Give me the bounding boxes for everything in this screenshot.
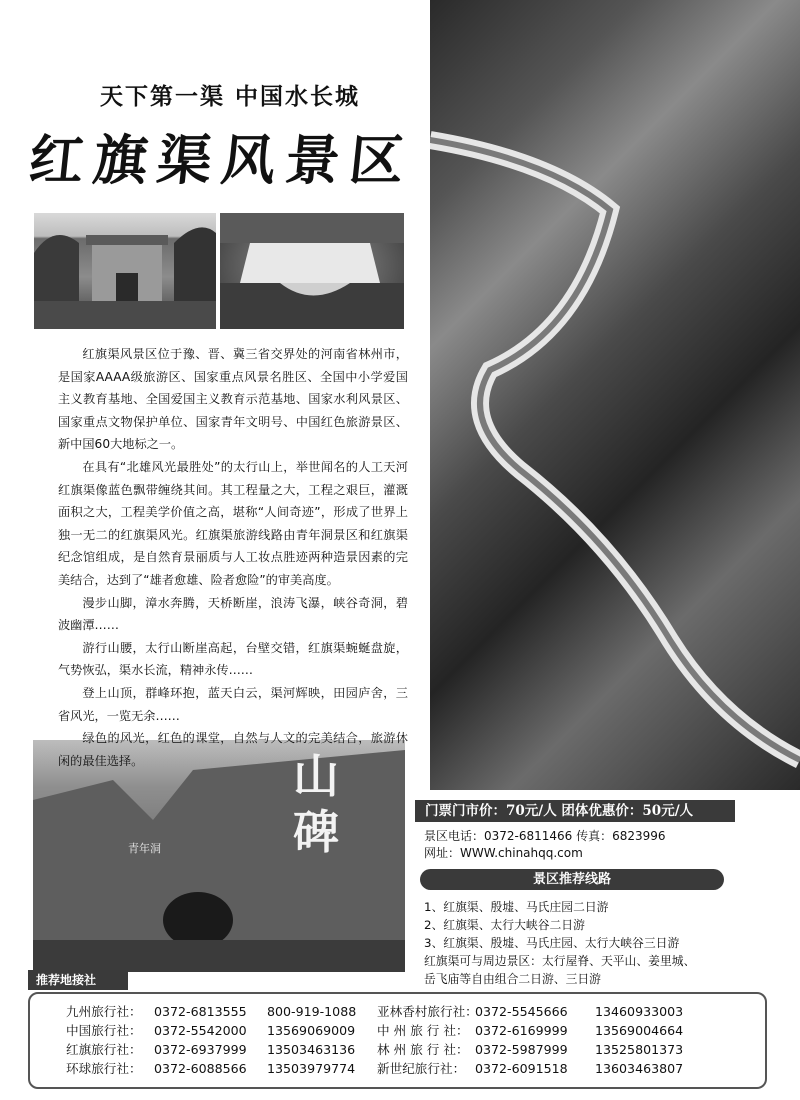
agency-phone: 0372-5542000 <box>154 1023 247 1038</box>
agency-phone: 0372-6088566 <box>154 1061 247 1076</box>
route-item: 2、红旗渠、太行大峡谷二日游 <box>424 918 585 932</box>
cave-inscription: 青年洞 <box>128 842 161 855</box>
waterfall-photo <box>220 213 404 329</box>
routes-header: 景区推荐线路 <box>420 869 724 890</box>
paragraph: 游行山腰，太行山断崖高起，台壁交错，红旗渠蜿蜒盘旋，气势恢弘，渠水长流，精神永传…… <box>58 640 408 678</box>
gate-illustration <box>34 213 216 329</box>
contact-info <box>424 828 666 862</box>
agency-name: 新世纪旅行社： <box>377 1061 466 1076</box>
agency-phone: 0372-6169999 <box>475 1023 568 1038</box>
agency-mobile: 13460933003 <box>595 1004 684 1019</box>
agency-phone: 0372-6937999 <box>154 1042 247 1057</box>
paragraph: 漫步山脚，漳水奔腾，天桥断崖，浪涛飞瀑，峡谷奇洞，碧波幽潭…… <box>58 595 408 633</box>
tagline: 天下第一渠 中国水长城 <box>99 83 360 110</box>
agency-mobile: 13525801373 <box>595 1042 684 1057</box>
agencies-table <box>66 1002 756 1078</box>
intro-text <box>58 343 408 772</box>
agencies-header: 推荐地接社 <box>28 970 128 990</box>
page-title: 红旗渠风景区 <box>26 128 417 192</box>
paragraph: 登上山顶，群峰环抱，蓝天白云，渠河辉映，田园庐舍，三省风光，一览无余…… <box>58 685 408 723</box>
paragraph: 绿色的风光，红色的课堂，自然与人文的完美结合，旅游休闲的最佳选择。 <box>58 731 408 768</box>
agency-row <box>66 1059 756 1078</box>
agency-row <box>66 1040 756 1059</box>
agency-phone: 0372-5545666 <box>475 1004 568 1019</box>
agency-mobile: 13569069009 <box>267 1023 356 1038</box>
cliff-inscription: 山碑 <box>293 749 339 859</box>
agency-name: 九州旅行社： <box>66 1004 142 1019</box>
agency-row <box>66 1021 756 1040</box>
route-item: 3、红旗渠、殷墟、马氏庄园、太行大峡谷三日游 <box>424 936 680 950</box>
agency-name: 中 州 旅 行 社： <box>377 1023 469 1038</box>
agency-phone: 0372-5987999 <box>475 1042 568 1057</box>
agency-name: 亚林香村旅行社： <box>377 1004 478 1019</box>
agency-name: 中国旅行社： <box>66 1023 142 1038</box>
routes-list <box>424 898 744 988</box>
paragraph: 红旗渠风景区位于豫、晋、冀三省交界处的河南省林州市，是国家AAAA级旅游区、国家重点风景名胜区、全国中小学爱国主义教育基地、全国爱国主义教育示范基地、国家水利风景区、国家重点文物保护单位、国家青年文明号、中国红色旅游景区、新中国60大地标之一。 <box>58 347 408 452</box>
phone-line: 景区电话：0372-6811466 传真：6823996 <box>424 829 666 843</box>
canal-photo <box>430 0 800 790</box>
agency-mobile: 13503979774 <box>267 1061 356 1076</box>
route-item: 红旗渠可与周边景区：太行屋脊、天平山、姜里城、 <box>424 954 696 968</box>
website-line[interactable]: 网址：WWW.chinahqq.com <box>424 846 583 860</box>
waterfall-illustration <box>220 213 404 329</box>
gate-photo <box>34 213 216 329</box>
paragraph: 在具有“北雄风光最胜处”的太行山上，举世闻名的人工天河红旗渠像蓝色飘带缠绕其间。其工程量之大，工程之艰巨，灌溉面积之大，工程美学价值之高，堪称“人间奇迹”，形成了世界上独一无二的红旗渠风光。红旗渠旅游线路由青年洞景区和红旗渠纪念馆组成，是自然育景丽质与人工妆点胜迹两种造景因素的完美结合，达到了“雄者愈雄、险者愈险”的审美高度。 <box>58 459 408 587</box>
agency-phone: 0372-6091518 <box>475 1061 568 1076</box>
cliff-photo <box>33 740 405 972</box>
agency-name: 红旗旅行社： <box>66 1042 142 1057</box>
cliff-illustration <box>33 740 405 972</box>
agency-mobile: 13603463807 <box>595 1061 684 1076</box>
agency-name: 环球旅行社： <box>66 1061 142 1076</box>
route-item: 1、红旗渠、殷墟、马氏庄园二日游 <box>424 900 609 914</box>
agency-mobile: 13503463136 <box>267 1042 356 1057</box>
agency-name: 林 州 旅 行 社： <box>377 1042 469 1057</box>
agency-mobile: 800-919-1088 <box>267 1004 357 1019</box>
ticket-price-bar: 门票门市价：70元/人 团体优惠价：50元/人 <box>415 800 735 822</box>
agency-row <box>66 1002 756 1021</box>
agency-phone: 0372-6813555 <box>154 1004 247 1019</box>
route-item: 岳飞庙等自由组合二日游、三日游 <box>424 972 601 986</box>
agency-mobile: 13569004664 <box>595 1023 684 1038</box>
